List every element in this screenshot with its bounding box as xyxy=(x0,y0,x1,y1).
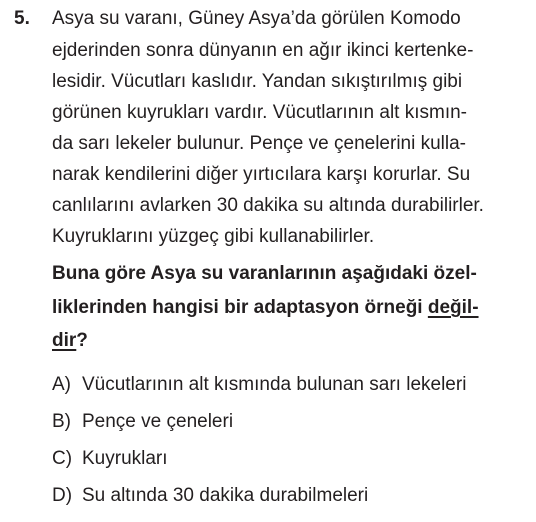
passage-line: lesidir. Vücutları kaslıdır. Yandan sıkıştırılmış gibi xyxy=(52,71,463,92)
option-text: Vücutlarının alt kısmında bulunan sarı lekeleri xyxy=(82,374,467,395)
option-d[interactable] xyxy=(52,483,368,509)
passage-line: narak kendilerini diğer yırtıcılara karşı korurlar. Su xyxy=(52,164,471,185)
passage-line: ejderinden sonra dünyanın en ağır ikinci kertenke- xyxy=(52,40,474,61)
passage-line: da sarı lekeler bulunur. Pençe ve çenelerini kulla- xyxy=(52,133,467,154)
option-a[interactable] xyxy=(52,372,466,398)
option-text: Kuyrukları xyxy=(82,448,168,469)
option-text: Su altında 30 dakika durabilmeleri xyxy=(82,485,369,506)
option-letter: B) xyxy=(52,411,71,432)
stem-text: liklerinden hangisi bir adaptasyon örneği xyxy=(52,297,428,318)
question-stem-line xyxy=(52,328,88,354)
question-stem-line: Buna göre Asya su varanlarının aşağıdaki özel- xyxy=(52,263,477,284)
option-text: Pençe ve çeneleri xyxy=(82,411,234,432)
passage-line: Kuyruklarını yüzgeç gibi kullanabilirler. xyxy=(52,226,375,247)
option-c[interactable] xyxy=(52,446,168,472)
stem-emphasis: değil- xyxy=(427,297,479,318)
option-letter: D) xyxy=(52,485,73,506)
question-number: 5. xyxy=(14,8,30,29)
passage-line: görünen kuyrukları vardır. Vücutlarının alt kısmın- xyxy=(52,102,468,123)
passage-line: canlılarını avlarken 30 dakika su altında durabilirler. xyxy=(52,195,484,216)
option-letter: C) xyxy=(52,448,73,469)
passage-line: Asya su varanı, Güney Asya’da görülen Komodo xyxy=(52,8,461,29)
option-letter: A) xyxy=(52,374,71,395)
stem-emphasis: dir xyxy=(52,330,77,351)
stem-text: ? xyxy=(76,330,88,351)
question-stem-line xyxy=(52,295,479,321)
option-b[interactable] xyxy=(52,409,233,435)
